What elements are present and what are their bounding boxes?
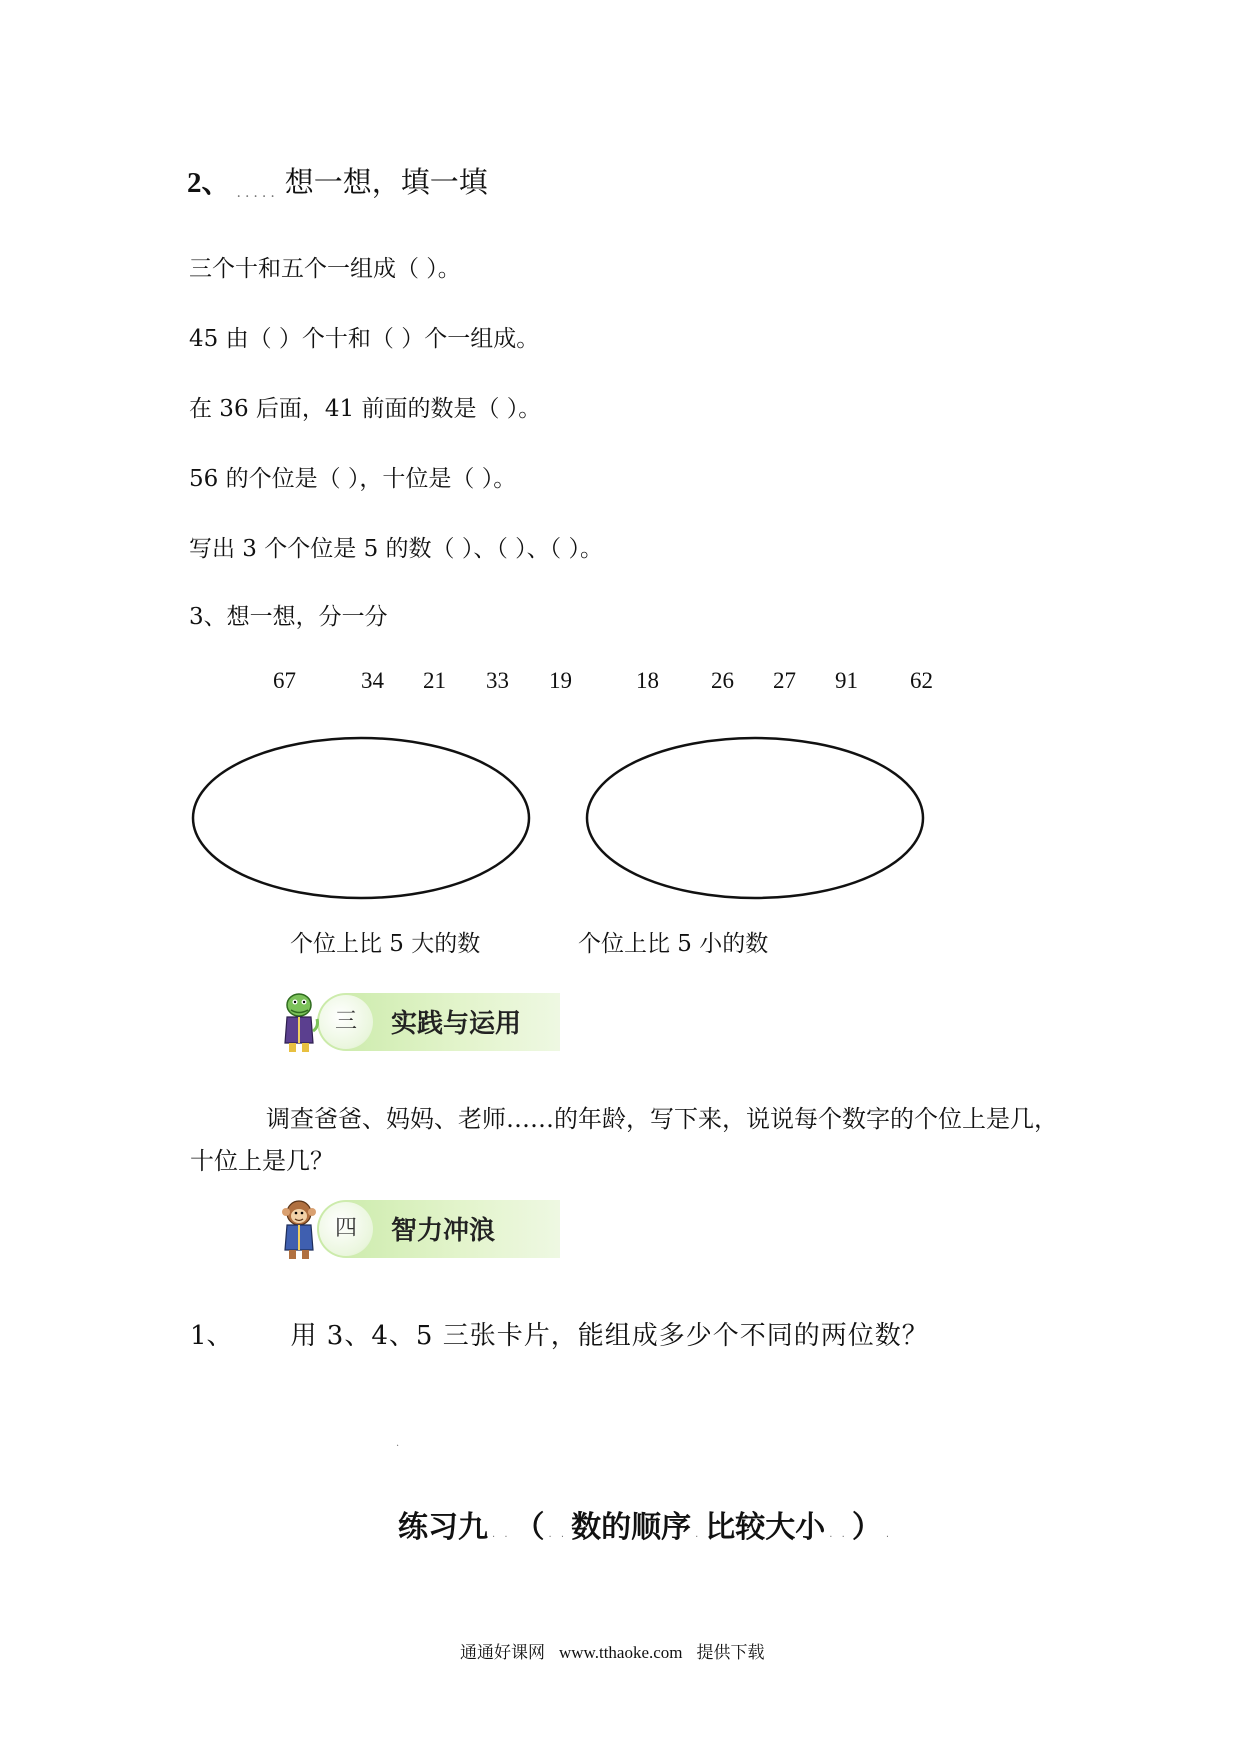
- section-2-title: 想一想，填一填: [284, 165, 488, 199]
- ellipse-less-than-5: [587, 738, 923, 898]
- brain-question: [190, 1315, 929, 1352]
- fill-line-4: 56 的个位是（ ），十位是（ ）。: [189, 466, 517, 492]
- sort-number: 91: [835, 668, 858, 693]
- sort-number: 34: [361, 668, 384, 693]
- sort-number: 26: [711, 668, 734, 693]
- footer-suffix: 提供下载: [696, 1643, 765, 1662]
- sort-number: 33: [486, 668, 509, 693]
- caption-greater-than-5: 个位上比 5 大的数: [290, 931, 481, 957]
- exercise-paren-open: （: [514, 1510, 545, 1545]
- banner-title: 实践与运用: [391, 1009, 522, 1039]
- section-3-heading: 3、想一想，分一分: [189, 604, 388, 630]
- ellipse-greater-than-5: [193, 738, 529, 898]
- exercise-title-c: 比较大小: [705, 1510, 826, 1545]
- fill-line-1: 三个十和五个一组成（ ）。: [189, 256, 461, 282]
- sort-number: 67: [273, 668, 296, 693]
- monkey-mascot-icon: [277, 1198, 321, 1262]
- sort-number: 19: [549, 668, 572, 693]
- sort-number: 21: [423, 668, 446, 693]
- sorting-ellipses: [190, 735, 940, 905]
- footer-url: www.tthaoke.com: [559, 1643, 683, 1662]
- exercise-title-a: 练习九: [398, 1510, 488, 1545]
- brain-question-text: 用 3、4、5 三张卡片，能组成多少个不同的两位数？: [290, 1321, 929, 1351]
- leader-dots: .....: [236, 185, 279, 201]
- section-2-number: 2、: [187, 167, 231, 199]
- fill-line-5: 写出 3 个个位是 5 的数（ ）、（ ）、（ ）。: [189, 536, 603, 562]
- banner-title: 智力冲浪: [391, 1216, 496, 1246]
- sort-number: 27: [773, 668, 796, 693]
- fill-line-3: 在 36 后面，41 前面的数是（ ）。: [189, 396, 542, 422]
- practice-paragraph: 调查爸爸、妈妈、老师……的年龄，写下来，说说每个数字的个位上是几，十位上是几？: [190, 1105, 1058, 1175]
- exercise-title-b: 数的顺序: [571, 1510, 692, 1545]
- banner-practice: [277, 991, 560, 1055]
- stray-dot: .: [396, 1438, 400, 1449]
- crocodile-mascot-icon: [277, 991, 321, 1055]
- banner-index: 四: [319, 1202, 373, 1256]
- section-2-heading: [187, 160, 488, 201]
- sort-number: 62: [910, 668, 933, 693]
- exercise-title: 练习九 . . （ . . 数的顺序 . 比较大小 . . ） .: [398, 1510, 893, 1545]
- brain-question-number: 1、: [190, 1321, 233, 1351]
- footer-site-name: 通通好课网: [460, 1643, 545, 1662]
- exercise-paren-close: ）: [851, 1510, 882, 1545]
- sort-number: 18: [636, 668, 659, 693]
- banner-brain: [277, 1198, 560, 1262]
- fill-line-2: 45 由（ ）个十和（ ）个一组成。: [189, 326, 540, 352]
- page-footer: [460, 1638, 779, 1663]
- caption-less-than-5: 个位上比 5 小的数: [578, 931, 769, 957]
- banner-index: 三: [319, 995, 373, 1049]
